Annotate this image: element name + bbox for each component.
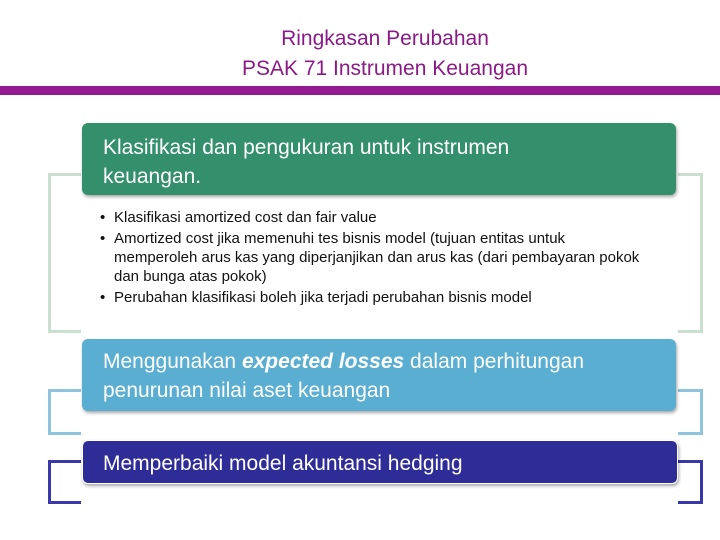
section-1-bracket-right [678,173,703,333]
bullet-item: • Klasifikasi amortized cost dan fair value [100,208,650,227]
section-1-heading: Klasifikasi dan pengukuran untuk instrumen keuangan. [103,136,510,188]
bullet-item: • Perubahan klasifikasi boleh jika terjadi perubahan bisnis model [100,288,650,307]
section-3-header-box [82,440,678,484]
section-2-header-box [82,339,676,411]
slide-title-line-2: PSAK 71 Instrumen Keuangan [241,57,529,80]
section-1-bullet-list [100,208,650,309]
slide-title [0,24,720,84]
section-2-bracket-right [678,389,703,435]
section-2-heading-emphasis: expected losses [241,350,405,373]
section-3-heading: Memperbaiki model akuntansi hedging [103,452,463,475]
section-2-heading-start: Menggunakan [103,350,242,373]
slide-title-line-1: Ringkasan Perubahan [281,27,489,50]
section-2-bracket-left [48,389,81,435]
section-2-heading [103,347,662,405]
section-3-bracket-left [48,460,81,504]
title-underline-bar [0,86,720,95]
section-1-bracket-left [48,173,81,333]
bullet-item: • Amortized cost jika memenuhi tes bisnis model (tujuan entitas untuk memperoleh arus kas yang diperjanjikan dan arus kas (dari pembayaran pokok dan bunga atas pokok) [100,229,650,286]
section-2-heading-end: dalam perhitungan penurunan nilai aset keuangan [103,350,585,402]
section-1-header-box [82,123,676,195]
section-3-bracket-right [678,460,703,504]
